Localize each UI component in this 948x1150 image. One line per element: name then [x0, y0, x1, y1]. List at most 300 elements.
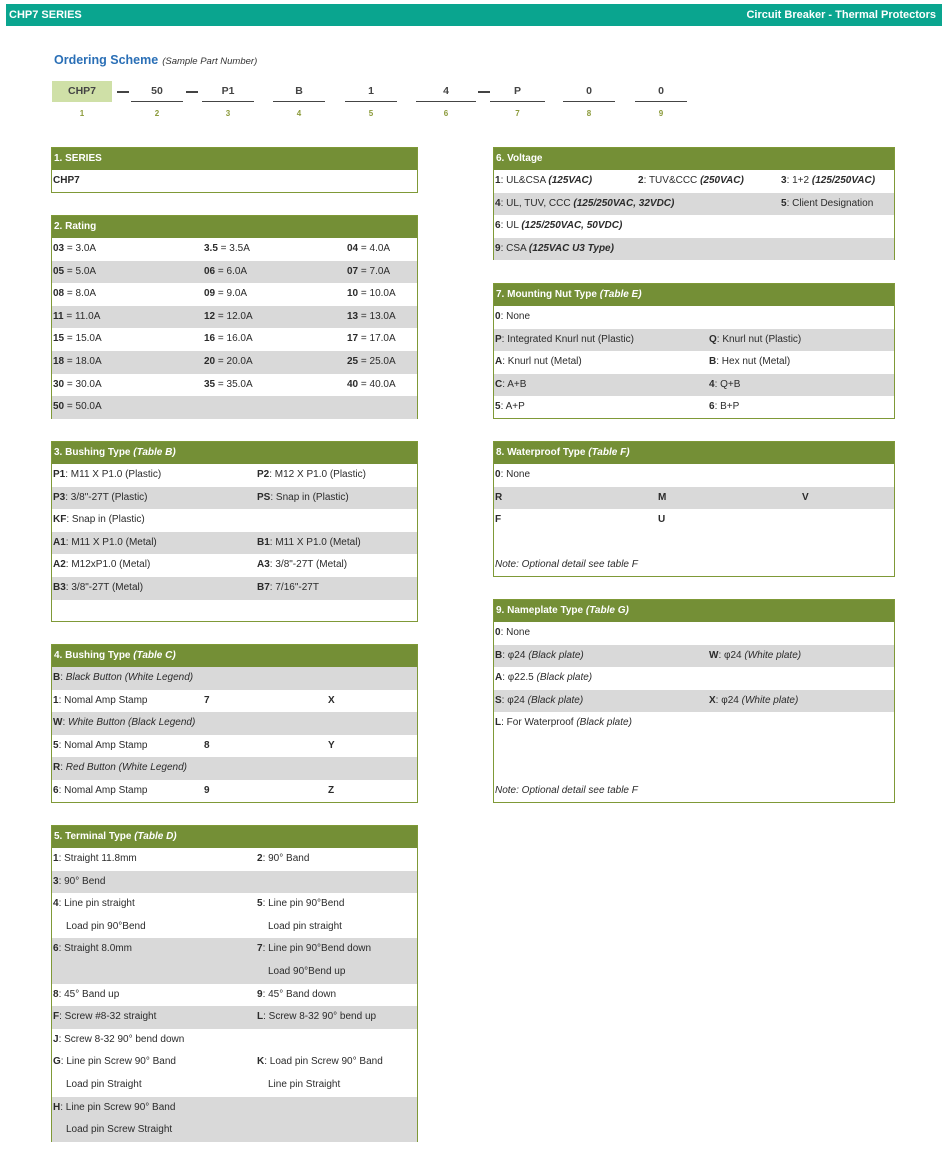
voltage-option — [495, 215, 622, 238]
rating-row — [52, 238, 417, 261]
nut-row — [494, 396, 894, 419]
option-code: 15 — [53, 333, 65, 345]
terminal-option — [53, 1029, 184, 1052]
option-description: = 8.0A — [64, 288, 97, 300]
top-banner — [6, 4, 942, 26]
option-description: : For Waterproof — [501, 717, 577, 729]
voltage-option — [495, 193, 674, 216]
terminal-option — [53, 893, 135, 916]
option-description: Load pin 90°Bend — [66, 920, 146, 932]
rating-row — [52, 283, 417, 306]
option-description: = 10.0A — [358, 288, 396, 300]
option-code: 50 — [53, 401, 65, 413]
waterproof-option — [495, 464, 530, 487]
voltage-rating: (125/250VAC, 50VDC) — [521, 220, 623, 232]
nameplate-row — [494, 645, 894, 668]
rating-option — [53, 261, 96, 284]
terminal-row — [52, 893, 417, 916]
option-code: 0 — [495, 627, 501, 638]
option-description: = 35.0A — [215, 378, 253, 390]
option-description: Nomal Amp Stamp — [64, 739, 148, 751]
option-description: Nomal Amp Stamp — [64, 694, 148, 706]
bushing-b-option — [53, 577, 143, 600]
option-description: = 16.0A — [215, 333, 253, 345]
rating-option — [347, 283, 396, 306]
nut-option — [495, 396, 525, 419]
waterproof-blank-row — [494, 532, 894, 555]
waterproof-header — [494, 442, 894, 464]
part-position-number: 4 — [296, 109, 302, 118]
option-description: : Line pin Screw 90° Band — [60, 1101, 176, 1113]
voltage-row — [494, 193, 894, 216]
nameplate-row — [494, 712, 894, 735]
rating-option — [53, 283, 96, 306]
voltage-row — [494, 238, 894, 261]
rating-row — [52, 261, 417, 284]
part-position-number: 5 — [368, 109, 374, 118]
option-code: L — [495, 717, 502, 729]
bushing-table-b-box — [51, 441, 418, 622]
option-code: 7 — [257, 943, 263, 955]
voltage-option — [781, 193, 873, 216]
option-code: 2 — [257, 853, 263, 864]
bushing-b-row — [52, 464, 417, 487]
voltage-option — [781, 170, 875, 193]
rating-row — [52, 351, 417, 374]
rating-option — [347, 374, 396, 397]
rating-row — [52, 396, 417, 419]
option-description: : Line pin 90°Bend — [262, 898, 345, 910]
bushing-c-row — [52, 780, 417, 803]
part-position-number: 1 — [79, 109, 85, 118]
option-code: 6 — [53, 943, 59, 955]
part-position-number: 2 — [154, 109, 160, 118]
option-description: : Line pin straight — [58, 898, 135, 910]
voltage-option — [495, 170, 592, 193]
terminal-type-box — [51, 825, 418, 1142]
option-description: : A+B — [502, 378, 527, 390]
option-description: : Snap in (Plastic) — [66, 514, 145, 526]
waterproof-row — [494, 509, 894, 532]
nameplate-blank-row — [494, 758, 894, 781]
terminal-option — [53, 848, 137, 871]
rating-row — [52, 328, 417, 351]
option-code: B1 — [257, 536, 270, 548]
option-description: : Straight 8.0mm — [58, 943, 132, 955]
amp-stamp-code — [328, 780, 334, 803]
option-code: 4 — [495, 197, 501, 209]
voltage-rating: (125/250VAC, 32VDC) — [573, 197, 675, 209]
option-description: = 15.0A — [64, 333, 102, 345]
part-segment-7: P — [490, 81, 545, 102]
part-position-number: 7 — [515, 109, 520, 118]
rating-option — [347, 238, 390, 261]
option-description: = 5.0A — [64, 265, 97, 277]
terminal-option — [53, 871, 105, 894]
terminal-row — [52, 961, 417, 984]
option-separator: : — [62, 717, 69, 729]
option-code: B — [53, 672, 61, 683]
option-description: : M11 X P1.0 (Plastic) — [65, 469, 162, 480]
option-code: H — [53, 1101, 61, 1113]
rating-option — [204, 351, 253, 374]
nameplate-box — [493, 599, 895, 803]
plate-color: (White plate) — [744, 649, 802, 661]
nameplate-option — [495, 690, 583, 713]
option-code: 9 — [204, 784, 210, 796]
option-code: 12 — [204, 310, 216, 322]
terminal-row — [52, 1006, 417, 1029]
option-code: 40 — [347, 378, 359, 390]
option-separator: : — [60, 762, 66, 774]
terminal-option — [53, 1097, 175, 1120]
bushing-b-title: 3. Bushing Type — [54, 447, 131, 458]
nut-option — [709, 396, 739, 419]
rating-option — [204, 238, 250, 261]
waterproof-note: Note: Optional detail see table F — [495, 559, 638, 571]
voltage-row — [494, 170, 894, 193]
waterproof-option — [802, 487, 809, 510]
bushing-b-header — [52, 442, 417, 464]
option-code: 9 — [495, 242, 501, 254]
option-code: 0 — [495, 469, 501, 480]
option-code: 07 — [347, 265, 359, 277]
option-code: 09 — [204, 288, 216, 300]
voltage-rating: (125/250VAC) — [811, 175, 876, 186]
bushing-b-option — [53, 509, 145, 532]
bushing-c-option — [53, 757, 187, 780]
nut-row — [494, 351, 894, 374]
bushing-c-title: 4. Bushing Type — [54, 650, 131, 661]
option-description: : UL, TUV, CCC — [500, 197, 574, 209]
nut-option — [495, 329, 634, 352]
terminal-option — [257, 1051, 383, 1074]
bushing-c-row — [52, 712, 417, 735]
bushing-c-option — [53, 735, 148, 758]
option-description: : Snap in (Plastic) — [270, 491, 349, 503]
series-header: 1. SERIES — [52, 148, 417, 170]
bushing-b-option — [53, 532, 157, 555]
nameplate-option — [495, 622, 530, 645]
bushing-b-option — [257, 577, 319, 600]
rating-option — [53, 351, 102, 374]
bushing-c-header — [52, 645, 417, 667]
option-description: Load 90°Bend up — [268, 965, 346, 977]
nameplate-row — [494, 667, 894, 690]
voltage-row — [494, 215, 894, 238]
amp-stamp-code — [204, 735, 210, 758]
bushing-c-row — [52, 667, 417, 690]
rating-option — [204, 306, 253, 329]
option-code: Y — [328, 739, 335, 751]
option-description: : UL&CSA — [500, 175, 549, 186]
ordering-scheme-subtitle: (Sample Part Number) — [162, 56, 258, 67]
option-description: : φ24 — [718, 649, 745, 661]
nameplate-option — [495, 667, 592, 690]
option-description: : 7/16"-27T — [269, 581, 319, 593]
option-description: : M11 X P1.0 (Metal) — [269, 536, 361, 548]
bushing-c-table-ref: (Table C) — [133, 650, 176, 661]
rating-option — [204, 261, 247, 284]
rating-option — [53, 306, 100, 329]
option-description: = 7.0A — [358, 265, 391, 277]
option-description: : Knurl nut (Metal) — [502, 356, 582, 368]
option-description: : Screw #8-32 straight — [59, 1011, 157, 1023]
nameplate-header — [494, 600, 894, 622]
terminal-row — [52, 848, 417, 871]
option-code: R — [495, 491, 503, 503]
bushing-b-option — [53, 464, 161, 487]
waterproof-table-ref: (Table F) — [588, 447, 630, 458]
option-code: 10 — [347, 288, 359, 300]
part-segment-8: 0 — [563, 81, 615, 102]
voltage-rating: (250VAC) — [700, 175, 744, 186]
terminal-option — [53, 984, 119, 1007]
option-code: A2 — [53, 559, 66, 571]
nameplate-row — [494, 690, 894, 713]
bushing-b-option — [257, 464, 366, 487]
option-code: 4 — [709, 378, 715, 390]
terminal-row — [52, 938, 417, 961]
voltage-option — [495, 238, 614, 261]
option-code: PS — [257, 491, 271, 503]
option-code: 1 — [495, 175, 501, 186]
option-description: : Hex nut (Metal) — [716, 356, 791, 368]
terminal-title: 5. Terminal Type — [54, 831, 132, 842]
bushing-b-row — [52, 532, 417, 555]
bushing-table-c-box — [51, 644, 418, 803]
terminal-option — [257, 893, 344, 916]
option-description: = 20.0A — [215, 355, 253, 367]
plate-color: (Black plate) — [576, 717, 632, 729]
rating-option — [347, 351, 396, 374]
option-code: B3 — [53, 581, 66, 593]
option-separator: : — [60, 672, 66, 683]
part-segment-6: 4 — [416, 81, 476, 102]
option-description: Load pin Screw Straight — [66, 1124, 173, 1136]
option-code: 06 — [204, 265, 216, 277]
part-position-number: 6 — [443, 109, 449, 118]
series-title: CHP7 SERIES — [9, 9, 82, 21]
option-description: : 3/8"-27T (Plastic) — [65, 491, 148, 503]
amp-stamp-code — [328, 735, 335, 758]
voltage-option — [638, 170, 744, 193]
option-code: 5 — [257, 898, 263, 910]
terminal-option — [53, 1006, 156, 1029]
waterproof-option — [658, 487, 666, 510]
option-code: F — [53, 1011, 60, 1023]
option-code: 25 — [347, 355, 359, 367]
option-code: L — [257, 1011, 264, 1023]
nameplate-note: Note: Optional detail see table F — [495, 785, 638, 797]
option-code: A3 — [257, 559, 270, 571]
amp-stamp-code — [204, 690, 210, 713]
nut-option — [495, 306, 530, 329]
part-position-number: 3 — [225, 109, 231, 118]
series-value: CHP7 — [53, 175, 80, 186]
option-description: : B+P — [714, 401, 740, 413]
bushing-b-row — [52, 487, 417, 510]
terminal-row — [52, 1119, 417, 1142]
rating-box — [51, 215, 418, 419]
part-separator-dash — [478, 91, 490, 93]
option-description: : φ24 — [715, 694, 742, 706]
option-code: 11 — [53, 310, 64, 322]
option-description: : TUV&CCC — [643, 175, 701, 186]
terminal-option — [257, 938, 371, 961]
option-description: = 9.0A — [215, 288, 248, 300]
waterproof-option — [658, 509, 665, 532]
option-code: 8 — [53, 988, 59, 1000]
nameplate-title: 9. Nameplate Type — [496, 605, 584, 616]
option-description: = 25.0A — [358, 355, 396, 367]
option-description: : M12xP1.0 (Metal) — [65, 559, 151, 571]
option-description: = 50.0A — [64, 401, 102, 413]
option-code: B7 — [257, 581, 270, 593]
terminal-row — [52, 1097, 417, 1120]
option-description: = 40.0A — [358, 378, 396, 390]
ordering-scheme-heading: Ordering Scheme — [54, 53, 159, 67]
option-description: = 30.0A — [64, 378, 102, 390]
option-description: = 6.0A — [215, 265, 248, 277]
option-description: Load pin Straight — [66, 1078, 142, 1090]
mounting-nut-box — [493, 283, 895, 419]
series-row — [52, 170, 417, 193]
option-code: R — [53, 762, 61, 774]
bushing-b-option — [257, 554, 347, 577]
nut-table-ref: (Table E) — [599, 289, 642, 300]
option-code: 6 — [709, 401, 715, 413]
terminal-option — [257, 984, 336, 1007]
bushing-c-row — [52, 757, 417, 780]
nameplate-table-ref: (Table G) — [585, 605, 629, 616]
option-description: : None — [500, 311, 531, 322]
option-code: V — [802, 491, 809, 503]
bushing-c-row — [52, 690, 417, 713]
option-description: : Client Designation — [786, 197, 874, 209]
terminal-row — [52, 984, 417, 1007]
nut-row — [494, 329, 894, 352]
waterproof-note-row — [494, 554, 894, 577]
series-box — [51, 147, 418, 193]
nameplate-option — [495, 712, 632, 735]
bushing-b-option — [53, 554, 150, 577]
option-description: = 13.0A — [358, 310, 396, 322]
option-code: 5 — [53, 739, 59, 751]
nameplate-note-row — [494, 780, 894, 803]
option-code: F — [495, 514, 502, 526]
option-description: : φ24 — [501, 694, 528, 706]
part-segment-3: P1 — [202, 81, 254, 102]
option-description: Black Button (White Legend) — [65, 672, 194, 683]
option-description: : Line pin Screw 90° Band — [60, 1056, 176, 1068]
bushing-b-table-ref: (Table B) — [133, 447, 176, 458]
option-separator: : — [58, 784, 65, 796]
plate-color: (Black plate) — [527, 694, 584, 706]
amp-stamp-code — [204, 780, 210, 803]
nameplate-option — [709, 690, 798, 713]
part-segment-2: 50 — [131, 81, 183, 102]
option-separator: : — [58, 694, 65, 706]
option-description: = 3.0A — [64, 243, 97, 254]
waterproof-option — [495, 487, 502, 510]
option-code: 3 — [53, 875, 59, 887]
option-description: : Load pin Screw 90° Band — [264, 1056, 383, 1068]
part-position-number: 8 — [586, 109, 592, 118]
terminal-row — [52, 1029, 417, 1052]
option-code: J — [53, 1033, 59, 1045]
option-code: 8 — [204, 739, 210, 751]
option-code: 1 — [53, 694, 59, 706]
option-code: 08 — [53, 288, 65, 300]
option-code: P3 — [53, 491, 66, 503]
ordering-scheme-title — [54, 53, 257, 67]
option-description: : Straight 11.8mm — [58, 853, 137, 864]
rating-option — [53, 374, 102, 397]
terminal-row — [52, 1051, 417, 1074]
option-description: = 3.5A — [217, 243, 250, 254]
option-separator: : — [58, 739, 65, 751]
waterproof-row — [494, 487, 894, 510]
option-description: : Q+B — [714, 378, 741, 390]
voltage-rating: (125VAC U3 Type) — [528, 242, 614, 254]
nut-option — [709, 351, 790, 374]
terminal-option — [268, 916, 342, 939]
rating-option — [347, 261, 390, 284]
option-description: : 1+2 — [786, 175, 812, 186]
part-segment-9: 0 — [635, 81, 687, 102]
bushing-c-option — [53, 690, 148, 713]
nameplate-blank-row — [494, 735, 894, 758]
waterproof-row — [494, 464, 894, 487]
option-code: 16 — [204, 333, 216, 345]
bushing-c-row — [52, 735, 417, 758]
option-code: X — [328, 694, 335, 706]
terminal-option — [268, 961, 345, 984]
rating-row — [52, 374, 417, 397]
option-description: = 18.0A — [64, 355, 102, 367]
option-code: 04 — [347, 243, 359, 254]
option-code: 35 — [204, 378, 216, 390]
rating-row — [52, 306, 417, 329]
option-code: 03 — [53, 243, 65, 254]
bushing-c-option — [53, 780, 148, 803]
nameplate-option — [495, 645, 584, 668]
part-separator-dash — [186, 91, 198, 93]
option-description: = 11.0A — [63, 310, 101, 322]
option-code: B — [709, 356, 717, 368]
option-code: G — [53, 1056, 61, 1068]
option-description: = 12.0A — [215, 310, 253, 322]
terminal-option — [268, 1074, 340, 1097]
nut-row — [494, 374, 894, 397]
terminal-table-ref: (Table D) — [134, 831, 177, 842]
option-code: KF — [53, 514, 67, 526]
voltage-rating: (125VAC) — [548, 175, 593, 186]
option-code: 18 — [53, 355, 65, 367]
part-segment-5: 1 — [345, 81, 397, 102]
rating-option — [204, 374, 253, 397]
option-code: W — [53, 717, 63, 729]
rating-option — [53, 238, 96, 261]
option-description: : 90° Bend — [58, 875, 106, 887]
terminal-option — [66, 1074, 142, 1097]
part-segment-1: CHP7 — [52, 81, 112, 102]
option-code: 9 — [257, 988, 263, 1000]
bushing-b-row — [52, 577, 417, 600]
voltage-header: 6. Voltage — [494, 148, 894, 170]
nut-header — [494, 284, 894, 306]
